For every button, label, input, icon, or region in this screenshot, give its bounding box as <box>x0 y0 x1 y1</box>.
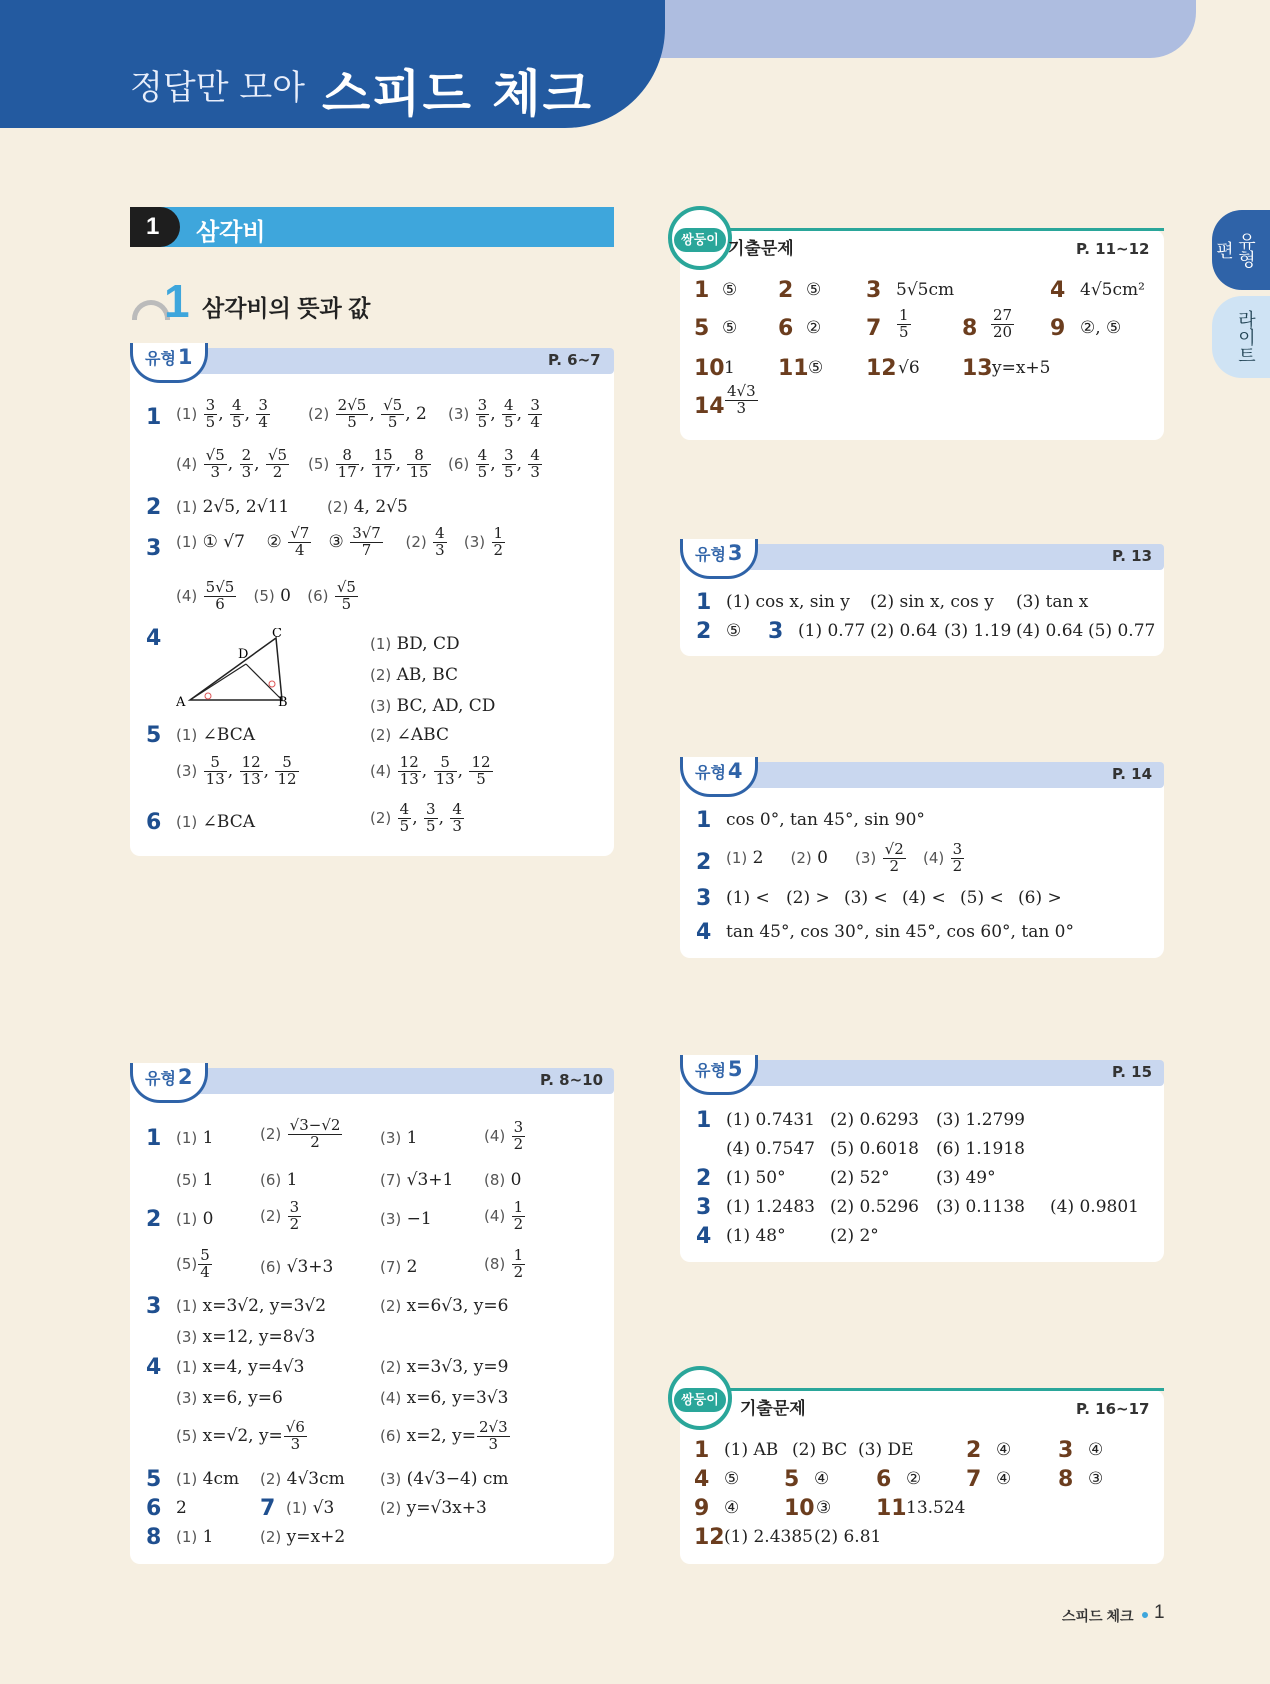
q-number: 10 <box>784 1496 815 1521</box>
t2-q1-3: (3) 1 <box>380 1128 418 1148</box>
q-number: 1 <box>694 1438 710 1463</box>
type4-tag: 유형4 <box>680 757 758 797</box>
t2-q1-6: (6) 1 <box>260 1170 298 1190</box>
t4-q4: tan 45°, cos 30°, sin 45°, cos 60°, tan 0° <box>726 922 1074 942</box>
t5-q2-3: (3) 49° <box>936 1168 996 1188</box>
q-number: 12 <box>866 356 897 381</box>
type2-tag: 유형2 <box>130 1063 208 1103</box>
t4-q3-3: (3) < <box>844 888 888 908</box>
t5-q1-2: (2) 0.6293 <box>830 1110 919 1130</box>
q-number: 3 <box>768 619 784 644</box>
t1-q4-2: (2) AB, BC <box>370 665 459 685</box>
t2-q2-4: (4) $\frac{1}{2}$ <box>484 1198 524 1233</box>
q-number: 7 <box>866 316 882 341</box>
footer-page: 1 <box>1154 1602 1165 1623</box>
type1-page: P. 6~7 <box>548 351 601 369</box>
side-tab-type[interactable]: 유형편 <box>1212 210 1270 290</box>
q-number: 14 <box>694 394 725 419</box>
t1-q2: (1) 2√5, 2√11 (2) 4, 2√5 <box>176 497 408 517</box>
t4-q3-2: (2) > <box>786 888 830 908</box>
section-number: 1 <box>164 275 190 327</box>
q-number: 2 <box>696 850 712 875</box>
tw2-q6: ② <box>906 1469 922 1489</box>
t5-q1-1: (1) 0.7431 <box>726 1110 815 1130</box>
tw2-q8: ③ <box>1088 1469 1104 1489</box>
type3-tag: 유형3 <box>680 539 758 579</box>
q-number: 9 <box>694 1496 710 1521</box>
t5-q3-1: (1) 1.2483 <box>726 1197 815 1217</box>
q-number: 2 <box>146 1207 162 1232</box>
q-number: 3 <box>1058 1438 1074 1463</box>
tw2-q12-2: (2) 6.81 <box>814 1527 882 1547</box>
q-number: 3 <box>696 886 712 911</box>
label-a: A <box>176 695 186 708</box>
t2-q4-3: (3) x=6, y=6 <box>176 1388 283 1408</box>
tw1-q6: ② <box>806 318 822 338</box>
tw2-q3: ④ <box>1088 1440 1104 1460</box>
t5-q3-2: (2) 0.5296 <box>830 1197 919 1217</box>
label-c: C <box>272 628 282 641</box>
q-number: 4 <box>696 920 712 945</box>
t1-q1-2: (2) $\frac{2√5}{5}$ , $\frac{√5}{5}$ , 2 <box>308 396 427 431</box>
q-number: 7 <box>966 1467 982 1492</box>
q-number: 5 <box>146 1467 162 1492</box>
q-number: 6 <box>876 1467 892 1492</box>
t2-q2-1: (1) 0 <box>176 1209 214 1229</box>
q-number: 4 <box>146 1355 162 1380</box>
q-number: 9 <box>1050 316 1066 341</box>
q-number: 2 <box>696 619 712 644</box>
type4-page: P. 14 <box>1112 765 1153 783</box>
q-number: 2 <box>966 1438 982 1463</box>
t2-q7-1: (1) √3 <box>286 1498 335 1518</box>
t4-q2: (1) 2 (2) 0 (3) $\frac{√2}{2}$ (4) $\frac{3}{2}$ <box>726 840 963 875</box>
t1-q5-2: (2) ∠ABC <box>370 725 449 745</box>
t4-q3-6: (6) > <box>1018 888 1062 908</box>
t1-q3-row2: (4) $\frac{5√5}{6}$ (5) 0 (6) $\frac{√5}{5}$ <box>176 578 356 613</box>
t4-q3-4: (4) < <box>902 888 946 908</box>
type3-bar <box>730 544 1164 570</box>
q-number: 4 <box>1050 278 1066 303</box>
t1-q1-5: (5) $\frac{8}{17}$ , $\frac{15}{17}$ , $\frac{8}{15}$ <box>308 446 429 481</box>
t3-q3-3: (3) 1.19 <box>944 621 1012 641</box>
t2-q3-1: (1) x=3√2, y=3√2 <box>176 1296 327 1316</box>
q-number: 13 <box>962 356 993 381</box>
t5-q3-4: (4) 0.9801 <box>1050 1197 1139 1217</box>
t1-q1-row1: (1) $\frac{3}{5}$ , $\frac{4}{5}$ , $\frac{3}{4}$ <box>176 396 268 431</box>
tw2-q10: ③ <box>816 1498 832 1518</box>
t5-q1-4: (4) 0.7547 <box>726 1139 815 1159</box>
t2-q4-6: (6) x=2, y= $\frac{2√3}{3}$ <box>380 1418 508 1453</box>
t2-q1-7: (7) √3+1 <box>380 1170 454 1190</box>
q-number: 1 <box>694 278 710 303</box>
type4-bar <box>730 762 1164 788</box>
t2-q2-3: (3) −1 <box>380 1209 432 1229</box>
tw1-q2: ⑤ <box>806 280 822 300</box>
type2-page: P. 8~10 <box>540 1071 604 1089</box>
q-number: 5 <box>784 1467 800 1492</box>
t2-q5-3: (3) (4√3−4) cm <box>380 1469 509 1489</box>
tw1-q14: $\frac{4√3}{3}$ <box>727 382 756 417</box>
t1-q4-3: (3) BC, AD, CD <box>370 696 496 716</box>
t5-q1-6: (6) 1.1918 <box>936 1139 1025 1159</box>
t2-q5-2: (2) 4√3cm <box>260 1469 345 1489</box>
q-number: 5 <box>146 723 162 748</box>
q-number: 4 <box>146 626 162 651</box>
q-number: 8 <box>962 316 978 341</box>
q-number: 11 <box>778 356 809 381</box>
footer-text: 스피드 체크 <box>1062 1608 1134 1624</box>
q-number: 4 <box>694 1467 710 1492</box>
t5-q4-1: (1) 48° <box>726 1226 786 1246</box>
tw2-q2: ④ <box>996 1440 1012 1460</box>
header-subtitle: 정답만 모아 <box>130 68 306 108</box>
t5-q4-2: (2) 2° <box>830 1226 879 1246</box>
t2-q1-4: (4) $\frac{3}{2}$ <box>484 1118 524 1153</box>
q-number: 4 <box>696 1224 712 1249</box>
tw2-q5: ④ <box>814 1469 830 1489</box>
q-number: 3 <box>696 1195 712 1220</box>
t1-q3-row1: (1) ① √7 ② $\frac{√7}{4}$ ③ $\frac{3√7}{7}$ (2) $\frac{4}{3}$ (3) $\frac{1}{2}$ <box>176 524 504 559</box>
tw1-q10: 1 <box>724 358 735 378</box>
t2-q2-6: (6) √3+3 <box>260 1257 334 1277</box>
q-number: 10 <box>694 356 725 381</box>
q-number: 2 <box>146 495 162 520</box>
t2-q2-5: (5) $\frac{5}{4}$ <box>176 1246 210 1281</box>
t3-q3-2: (2) 0.64 <box>870 621 938 641</box>
q-number: 8 <box>1058 1467 1074 1492</box>
t5-q3-3: (3) 0.1138 <box>936 1197 1025 1217</box>
t5-q1-3: (3) 1.2799 <box>936 1110 1025 1130</box>
label-d: D <box>238 647 249 662</box>
angle-mark <box>269 681 275 687</box>
t2-q2-7: (7) 2 <box>380 1257 418 1277</box>
tw1-q3: 5√5cm <box>896 280 955 300</box>
tw2-q9: ④ <box>724 1498 740 1518</box>
t1-q1-4: (4) $\frac{√5}{3}$ , $\frac{2}{3}$ , $\frac{√5}{2}$ <box>176 446 288 481</box>
tw1-q5: ⑤ <box>722 318 738 338</box>
t2-q3-2: (2) x=6√3, y=6 <box>380 1296 509 1316</box>
q-number: 2 <box>778 278 794 303</box>
q-number: 1 <box>696 1108 712 1133</box>
q-number: 1 <box>696 808 712 833</box>
q-number: 8 <box>146 1525 162 1550</box>
t1-q5-4: (4) $\frac{12}{13}$ , $\frac{5}{13}$ , $\frac{12}{5}$ <box>370 753 491 788</box>
t1-q5-3: (3) $\frac{5}{13}$ , $\frac{12}{13}$ , $\frac{5}{12}$ <box>176 753 297 788</box>
q-number: 6 <box>146 1496 162 1521</box>
side-tab-light[interactable]: 라이트 <box>1212 296 1270 378</box>
q-number: 1 <box>146 1126 162 1151</box>
t3-q1-3: (3) tan x <box>1016 592 1089 612</box>
chapter-title: 삼각비 <box>196 219 266 246</box>
q-number: 3 <box>146 536 162 561</box>
type5-tag: 유형5 <box>680 1055 758 1095</box>
q-number: 1 <box>146 405 162 430</box>
q-number: 2 <box>696 1166 712 1191</box>
t5-q2-1: (1) 50° <box>726 1168 786 1188</box>
twin2-title: 기출문제 <box>740 1399 806 1418</box>
q-number: 6 <box>778 316 794 341</box>
t2-q1-2: (2) $\frac{√3-√2}{2}$ <box>260 1116 341 1151</box>
t2-q1-8: (8) 0 <box>484 1170 522 1190</box>
tw1-q7: $\frac{1}{5}$ <box>899 306 909 341</box>
tw1-q13: y=x+5 <box>992 358 1051 378</box>
q-number: 3 <box>866 278 882 303</box>
tw1-q11: ⑤ <box>808 358 824 378</box>
t2-q7-2: (2) y=√3x+3 <box>380 1498 487 1518</box>
tw2-q4: ⑤ <box>724 1469 740 1489</box>
q-number: 6 <box>146 810 162 835</box>
header-band-right <box>640 0 1196 58</box>
t2-q3-3: (3) x=12, y=8√3 <box>176 1327 316 1347</box>
twin2-page: P. 16~17 <box>1076 1400 1150 1418</box>
t1-q5-1: (1) ∠BCA <box>176 725 255 745</box>
t2-q4-5: (5) x=√2, y= $\frac{√6}{3}$ <box>176 1418 305 1453</box>
angle-mark <box>205 693 211 699</box>
twin1-badge: 쌍둥이 <box>674 228 726 252</box>
tw1-q9: ②, ⑤ <box>1080 318 1122 338</box>
header-title: 스피드 체크 <box>322 65 593 123</box>
tw2-q12-1: (1) 2.4385 <box>724 1527 813 1547</box>
t1-q6-2: (2) $\frac{4}{5}$ , $\frac{3}{5}$ , $\frac{4}{3}$ <box>370 800 462 835</box>
tw2-q1-1: (1) AB <box>724 1440 779 1460</box>
t1-q4-1: (1) BD, CD <box>370 634 460 654</box>
t1-q6-1: (1) ∠BCA <box>176 812 255 832</box>
t5-q1-5: (5) 0.6018 <box>830 1139 919 1159</box>
t2-q2-8: (8) $\frac{1}{2}$ <box>484 1246 524 1281</box>
t1-q1-6: (6) $\frac{4}{5}$ , $\frac{3}{5}$ , $\frac{4}{3}$ <box>448 446 540 481</box>
section-title: 삼각비의 뜻과 값 <box>202 295 371 321</box>
t2-q4-1: (1) x=4, y=4√3 <box>176 1357 305 1377</box>
t2-q8-1: (1) 1 <box>176 1527 214 1547</box>
twin1-title: 기출문제 <box>728 239 794 258</box>
twin2-line <box>706 1388 1164 1391</box>
q-number: 3 <box>146 1294 162 1319</box>
t4-q3-5: (5) < <box>960 888 1004 908</box>
t3-q3-5: (5) 0.77 <box>1088 621 1156 641</box>
t2-q4-4: (4) x=6, y=3√3 <box>380 1388 509 1408</box>
tw1-q1: ⑤ <box>722 280 738 300</box>
tw2-q11: 13.524 <box>906 1498 966 1518</box>
triangle-figure <box>176 628 296 708</box>
footer-dot <box>1142 1612 1148 1618</box>
tw1-q8: $\frac{27}{20}$ <box>993 306 1013 341</box>
t4-q3-1: (1) < <box>726 888 770 908</box>
tw1-q12: √6 <box>898 358 920 378</box>
q-number: 12 <box>694 1525 725 1550</box>
q-number: 7 <box>260 1496 276 1521</box>
q-number: 11 <box>876 1496 907 1521</box>
t3-q1-1: (1) cos x, sin y <box>726 592 850 612</box>
t2-q5-1: (1) 4cm <box>176 1469 240 1489</box>
t2-q1-5: (5) 1 <box>176 1170 214 1190</box>
label-b: B <box>278 695 288 708</box>
tw2-q1-2: (2) BC <box>792 1440 848 1460</box>
t3-q3-4: (4) 0.64 <box>1016 621 1084 641</box>
t4-q1: cos 0°, tan 45°, sin 90° <box>726 810 925 830</box>
type5-bar <box>730 1060 1164 1086</box>
q-number: 5 <box>694 316 710 341</box>
t3-q2: ⑤ <box>726 621 742 641</box>
type3-page: P. 13 <box>1112 547 1153 565</box>
t1-q1-3: (3) $\frac{3}{5}$ , $\frac{4}{5}$ , $\frac{3}{4}$ <box>448 396 540 431</box>
t5-q2-2: (2) 52° <box>830 1168 890 1188</box>
type5-page: P. 15 <box>1112 1063 1153 1081</box>
t2-q4-2: (2) x=3√3, y=9 <box>380 1357 509 1377</box>
type1-tag: 유형1 <box>130 343 208 383</box>
q-number: 1 <box>696 590 712 615</box>
twin1-line <box>706 228 1164 231</box>
twin1-page: P. 11~12 <box>1076 240 1150 258</box>
t3-q3-1: (1) 0.77 <box>798 621 866 641</box>
chapter-number: 1 <box>130 207 180 247</box>
t2-q8-2: (2) y=x+2 <box>260 1527 346 1547</box>
tw2-q1-3: (3) DE <box>858 1440 914 1460</box>
tw2-q7: ④ <box>996 1469 1012 1489</box>
t2-q2-2: (2) $\frac{3}{2}$ <box>260 1198 300 1233</box>
t3-q1-2: (2) sin x, cos y <box>870 592 994 612</box>
t2-q6: 2 <box>176 1498 187 1518</box>
twin2-badge: 쌍둥이 <box>674 1388 726 1412</box>
tw1-q4: 4√5cm² <box>1080 280 1145 300</box>
t2-q1-1: (1) 1 <box>176 1128 214 1148</box>
